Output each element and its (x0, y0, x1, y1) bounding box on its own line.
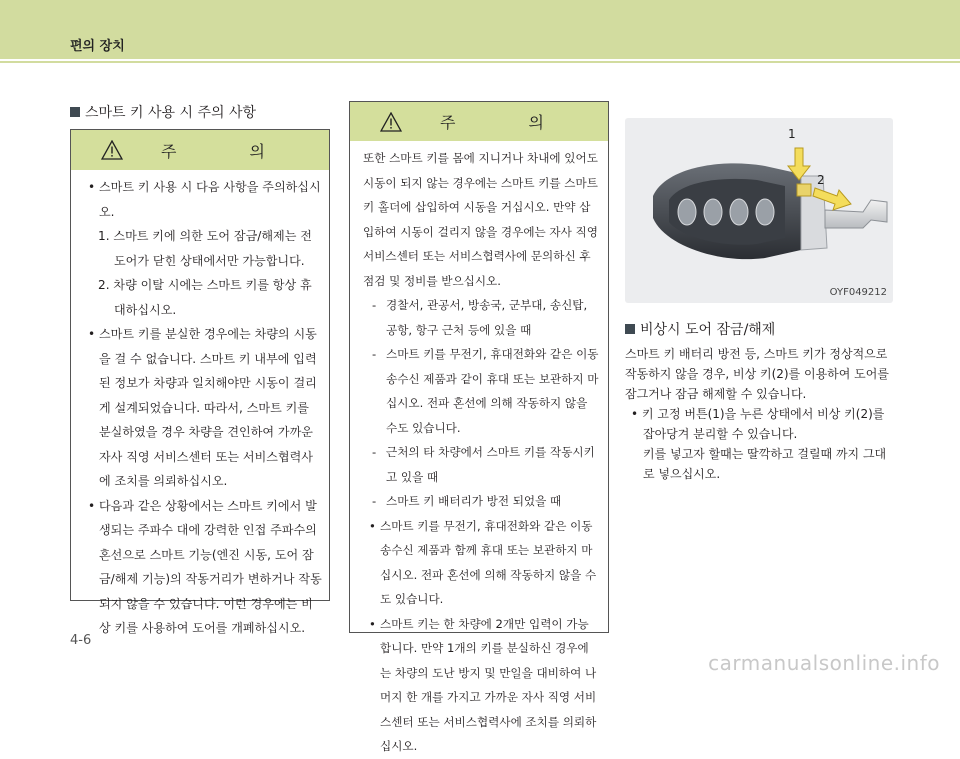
right-body (625, 344, 895, 484)
callout-2-label: 2 (817, 173, 825, 187)
caution-header (71, 130, 329, 170)
smart-key-photo (625, 118, 893, 303)
caution-header (350, 102, 608, 141)
middle-caution-body (363, 146, 599, 759)
callout-1-label: 1 (788, 127, 796, 141)
right-paragraph: 스마트 키 배터리 방전 등, 스마트 키가 정상적으로 작동하지 않을 경우, 비상 키(2)를 이용하여 도어를 잠그거나 잠금 해제할 수 있습니다. (625, 347, 889, 401)
middle-caution-panel (349, 101, 609, 753)
middle-line: • 스마트 키를 무전기, 휴대전화와 같은 이동송수신 제품과 함께 휴대 또는 보관하지 마십시오. 전파 혼선에 의해 작동하지 않을 수도 있습니다. (363, 514, 599, 612)
middle-line: - 근처의 타 차량에서 스마트 키를 작동시키고 있을 때 (363, 440, 599, 489)
left-line: • 스마트 키 사용 시 다음 사항을 주의하십시오. (82, 175, 322, 224)
left-line: 1. 스마트 키에 의한 도어 잠금/해제는 전 도어가 닫힌 상태에서만 가능합니다. (98, 229, 312, 268)
page-header-band (0, 0, 960, 63)
middle-line: - 스마트 키를 무전기, 휴대전화와 같은 이동송수신 제품과 같이 휴대 또는 보관하지 마십시오. 전파 혼선에 의해 작동하지 않을 수도 있습니다. (363, 342, 599, 440)
left-line: 2. 차량 이탈 시에는 스마트 키를 항상 휴대하십시오. (98, 278, 312, 317)
right-bullet: • 키 고정 버튼(1)을 누른 상태에서 비상 키(2)를 잡아당겨 분리할 수 있습니다. 키를 넣고자 할때는 딸깍하고 걸릴때 까지 그대로 넣으십시오. (625, 404, 895, 484)
left-caution-body (82, 175, 322, 641)
middle-line: - 스마트 키 배터리가 방전 되었을 때 (363, 489, 599, 514)
middle-line: 또한 스마트 키를 몸에 지니거나 차내에 있어도 시동이 되지 않는 경우에는 스마트 키를 스마트 키 홀더에 삽입하여 시동을 거십시오. 만약 삽입하여 시동이 걸리지 않을 경우에는 자사 직영 서비스센터 또는 서비스협력사에 문의하신 후 점검 및 정비를 받으십시오. (363, 151, 598, 288)
left-line: • 다음과 같은 상황에서는 스마트 키에서 발생되는 주파수 대에 강력한 인접 주파수의 혼선으로 스마트 기능(엔진 시동, 도어 잠금/해제 기능)의 작동거리가 변하거나 작동되지 않을 수 있습니다. 이런 경우에는 비상 키를 사용하여 도어를 개폐하십시오. (82, 494, 322, 641)
middle-line: - 경찰서, 관공서, 방송국, 군부대, 송신탑, 공항, 항구 근처 등에 있을 때 (363, 293, 599, 342)
caution-title: 주 의 (440, 113, 578, 132)
right-heading: 비상시 도어 잠금/해제 (625, 319, 775, 339)
smart-key-illustration (625, 118, 893, 303)
page-number: 4-6 (70, 633, 92, 648)
warning-triangle-icon (380, 112, 402, 132)
square-bullet-icon (625, 324, 635, 334)
watermark: carmanualsonline.info (708, 651, 940, 675)
square-bullet-icon (70, 107, 80, 117)
left-line: • 스마트 키를 분실한 경우에는 차량의 시동을 걸 수 없습니다. 스마트 키 내부에 입력된 정보가 차량과 일치해야만 시동이 걸리게 설계되었습니다. 따라서, 스마트 키를 분실하였을 경우 차량을 견인하여 가까운 자사 직영 서비스센터 또는 서비스협력사에 조치를 의뢰하십시오. (82, 322, 322, 494)
image-code: OYF049212 (829, 287, 887, 298)
middle-line: • 스마트 키는 한 차량에 2개만 입력이 가능합니다. 만약 1개의 키를 분실하신 경우에는 차량의 도난 방지 및 만일을 대비하여 나머지 한 개를 가지고 가까운 자사 직영 서비스센터 또는 서비스협력사에 조치를 의뢰하십시오. (363, 612, 599, 759)
left-caution-panel (70, 129, 330, 635)
section-title: 편의 장치 (70, 39, 125, 54)
header-divider (0, 59, 960, 61)
warning-triangle-icon (101, 140, 123, 160)
left-heading: 스마트 키 사용 시 주의 사항 (70, 102, 256, 122)
caution-title: 주 의 (161, 141, 299, 161)
